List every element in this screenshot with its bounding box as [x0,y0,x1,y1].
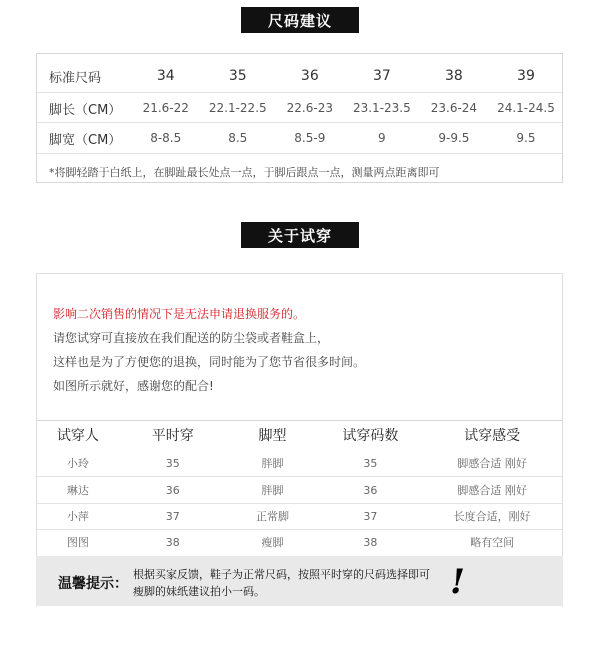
warm-tip-box [36,556,563,606]
trial-size: 36 [363,483,378,497]
width-cell: 8.5-9 [294,131,326,145]
foot-type: 瘦脚 [261,536,284,549]
measure-note: *将脚轻踏于白纸上，在脚趾最长处点一点，于脚后跟点一点，测量两点距离即可 [49,166,440,179]
table-row [37,477,562,503]
size-cell: 35 [228,68,247,84]
table-row [37,450,562,476]
tip-line: 根据买家反馈，鞋子为正常尺码，按照平时穿的尺码选择即可 [133,568,430,581]
header-usual-size: 平时穿 [151,428,194,444]
header-feeling: 试穿感受 [464,428,521,444]
trial-banner: 关于试穿 [241,222,359,248]
width-cell: 9 [378,131,386,145]
divider [37,122,562,123]
divider [37,153,562,154]
header-tester: 试穿人 [56,428,99,444]
usual-size: 36 [165,483,180,497]
return-warning: 影响二次销售的情况下是无法申请退换服务的。 [53,307,306,321]
usual-size: 35 [165,456,180,470]
length-cell: 23.1-23.5 [352,101,411,115]
trial-intro [53,302,365,398]
size-cell: 39 [517,68,535,84]
feeling: 脚感合适 刚好 [457,457,527,470]
size-cell: 37 [372,68,391,84]
trial-size: 38 [363,535,378,549]
width-cell: 9-9.5 [438,131,470,145]
usual-size: 38 [165,535,180,549]
foot-type: 正常脚 [256,510,290,523]
exclamation-icon: ! [450,562,465,602]
length-cell: 22.1-22.5 [208,101,267,115]
header-foot-type: 脚型 [258,428,287,444]
size-header-row [37,62,562,90]
size-cell: 34 [156,68,175,84]
width-cell: 8-8.5 [150,131,182,145]
intro-line: 请您试穿可直接放在我们配送的防尘袋或者鞋盒上， [53,331,330,345]
tip-text [133,566,430,600]
foot-width-label: 脚宽（CM） [49,132,122,148]
foot-length-row [37,94,562,122]
size-table [36,53,563,183]
size-cell: 38 [445,68,463,84]
feeling: 略有空间 [470,536,515,549]
tester-name: 琳达 [66,484,89,497]
size-cell: 36 [300,68,319,84]
length-cell: 21.6-22 [142,101,189,115]
table-row [37,529,562,555]
trial-size: 35 [363,456,378,470]
tip-line: 瘦脚的妹纸建议拍小一码。 [133,585,265,598]
length-cell: 24.1-24.5 [497,101,555,115]
feeling: 脚感合适 刚好 [457,484,527,497]
feeling: 长度合适，刚好 [453,510,531,523]
standard-size-label: 标准尺码 [49,70,102,86]
length-cell: 22.6-23 [286,101,333,115]
tip-title: 温馨提示： [58,576,128,592]
foot-length-label: 脚长（CM） [49,102,122,118]
foot-type: 胖脚 [261,457,284,470]
tester-name: 小萍 [66,510,89,523]
width-cell: 9.5 [516,131,536,145]
foot-width-row [37,124,562,152]
header-trial-size: 试穿码数 [342,428,399,444]
foot-type: 胖脚 [261,484,284,497]
tester-name: 小玲 [66,457,89,470]
tester-name: 图图 [66,536,89,549]
table-row [37,503,562,529]
usual-size: 37 [165,509,180,523]
intro-line: 这样也是为了方便您的退换，同时能为了您节省很多时间。 [53,355,366,369]
trial-table-header [37,420,562,449]
trial-size: 37 [363,509,378,523]
length-cell: 23.6-24 [430,101,478,115]
size-advice-banner: 尺码建议 [241,7,359,33]
intro-line: 如图所示就好，感谢您的配合! [53,379,214,393]
divider [37,92,562,93]
width-cell: 8.5 [228,131,248,145]
